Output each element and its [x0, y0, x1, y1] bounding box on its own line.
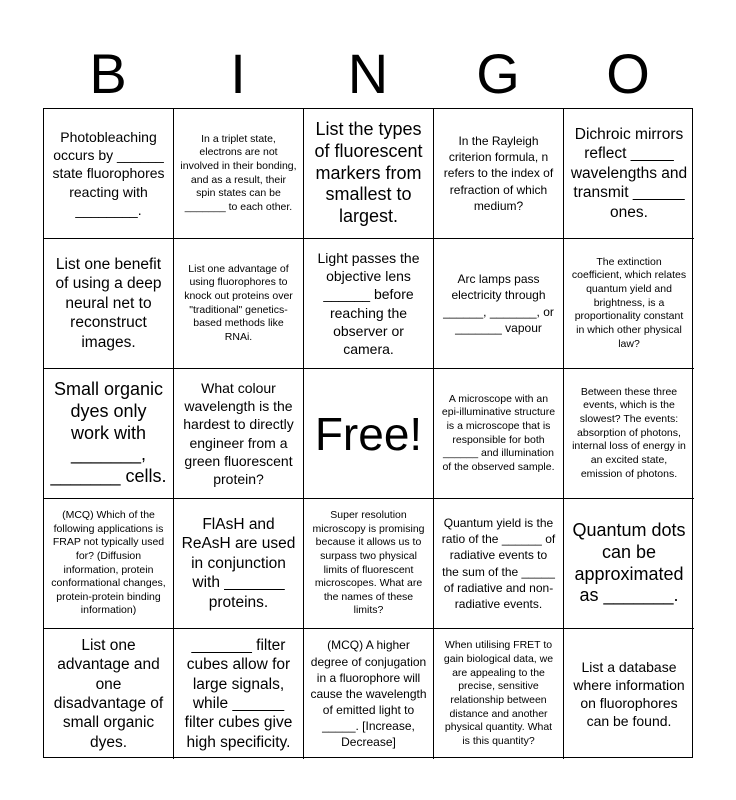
bingo-cell [564, 109, 694, 239]
free-space-text: Free! [314, 407, 423, 460]
bingo-cell [564, 499, 694, 629]
cell-text: Quantum yield is the ratio of the ______ of radiative events to the sum of the _____ of radiative and non-radiative events. [441, 515, 556, 611]
cell-text: List the types of fluorescent markers from smallest to largest. [314, 118, 423, 227]
bingo-cell [44, 369, 174, 499]
free-space [304, 369, 434, 499]
bingo-card [43, 108, 693, 758]
cell-text: List a database where information on fluorophores can be found. [573, 658, 685, 730]
bingo-cell [174, 629, 304, 759]
cell-text: _______ filter cubes allow for large signals, while ______ filter cubes give high specificity. [184, 636, 293, 751]
cell-text: Light passes the objective lens ______ before reaching the observer or camera. [317, 249, 420, 357]
cell-text: Between these three events, which is the slowest? The events: absorption of photons, internal loss of energy in an excited state, emission of photons. [572, 385, 686, 480]
bingo-cell [564, 239, 694, 369]
cell-text: A microscope with an epi-illuminative structure is a microscope that is responsible for both ______ and illumination of the observed sample. [441, 392, 556, 473]
bingo-cell [304, 239, 434, 369]
cell-text: Photobleaching occurs by ______ state fluorophores reacting with ________. [52, 129, 165, 218]
header-letter-b: B [89, 42, 127, 105]
bingo-cell [434, 369, 564, 499]
cell-text: (MCQ) Which of the following applications is FRAP not typically used for? (Diffusion information, protein conformational changes, protein-protein binding information) [51, 508, 166, 617]
header-letter-o: O [606, 42, 650, 105]
header-letter-g: G [476, 42, 520, 105]
bingo-cell [304, 499, 434, 629]
cell-text: Small organic dyes only work with _______, _______ cells. [50, 378, 167, 487]
cell-text: Arc lamps pass electricity through ______, _______, or _______ vapour [443, 272, 554, 335]
bingo-cell [44, 109, 174, 239]
cell-text: In a triplet state, electrons are not involved in their bonding, and as a result, their spin states can be _______ to each other. [180, 132, 297, 213]
bingo-cell [564, 369, 694, 499]
cell-text: Dichroic mirrors reflect _____ wavelengths and transmit ______ ones. [570, 126, 688, 221]
bingo-cell [564, 629, 694, 759]
header-letter-i: I [230, 42, 246, 105]
bingo-header [43, 40, 693, 108]
bingo-cell [44, 239, 174, 369]
bingo-cell [434, 239, 564, 369]
cell-text: List one benefit of using a deep neural net to reconstruct images. [55, 256, 162, 351]
bingo-cell [174, 109, 304, 239]
bingo-cell [434, 109, 564, 239]
cell-text: When utilising FRET to gain biological data, we are appealing to the precise, sensitive relationship between distance and another physical quantity. What is this quantity? [443, 639, 554, 747]
cell-text: List one advantage and one disadvantage of small organic dyes. [53, 636, 164, 751]
cell-text: In the Rayleigh criterion formula, n refers to the index of refraction of which medium? [443, 134, 554, 213]
bingo-cell [174, 239, 304, 369]
bingo-cell [304, 109, 434, 239]
cell-text: Super resolution microscopy is promising because it allows us to surpass two physical limits of fluorescent microscopes. What are the names of these limits? [312, 508, 425, 617]
cell-text: Quantum dots can be approximated as _______. [572, 519, 686, 606]
bingo-cell [44, 499, 174, 629]
bingo-cell [434, 499, 564, 629]
cell-text: (MCQ) A higher degree of conjugation in a fluorophore will cause the wavelength of emitted light to _____. [Increase, Decrease] [310, 638, 427, 750]
bingo-cell [44, 629, 174, 759]
cell-text: The extinction coefficient, which relates quantum yield and brightness, is a proportionality constant in which other physical law? [571, 255, 687, 350]
cell-text: List one advantage of using fluorophores to knock out proteins over "traditional" genetics-based methods like RNAi. [184, 262, 293, 343]
bingo-cell [174, 369, 304, 499]
bingo-cell [304, 629, 434, 759]
bingo-cell [174, 499, 304, 629]
cell-text: What colour wavelength is the hardest to directly engineer from a green fluorescent protein? [183, 379, 294, 487]
bingo-cell [434, 629, 564, 759]
cell-text: FlAsH and ReAsH are used in conjunction with _______ proteins. [181, 516, 296, 611]
header-letter-n: N [347, 42, 389, 105]
